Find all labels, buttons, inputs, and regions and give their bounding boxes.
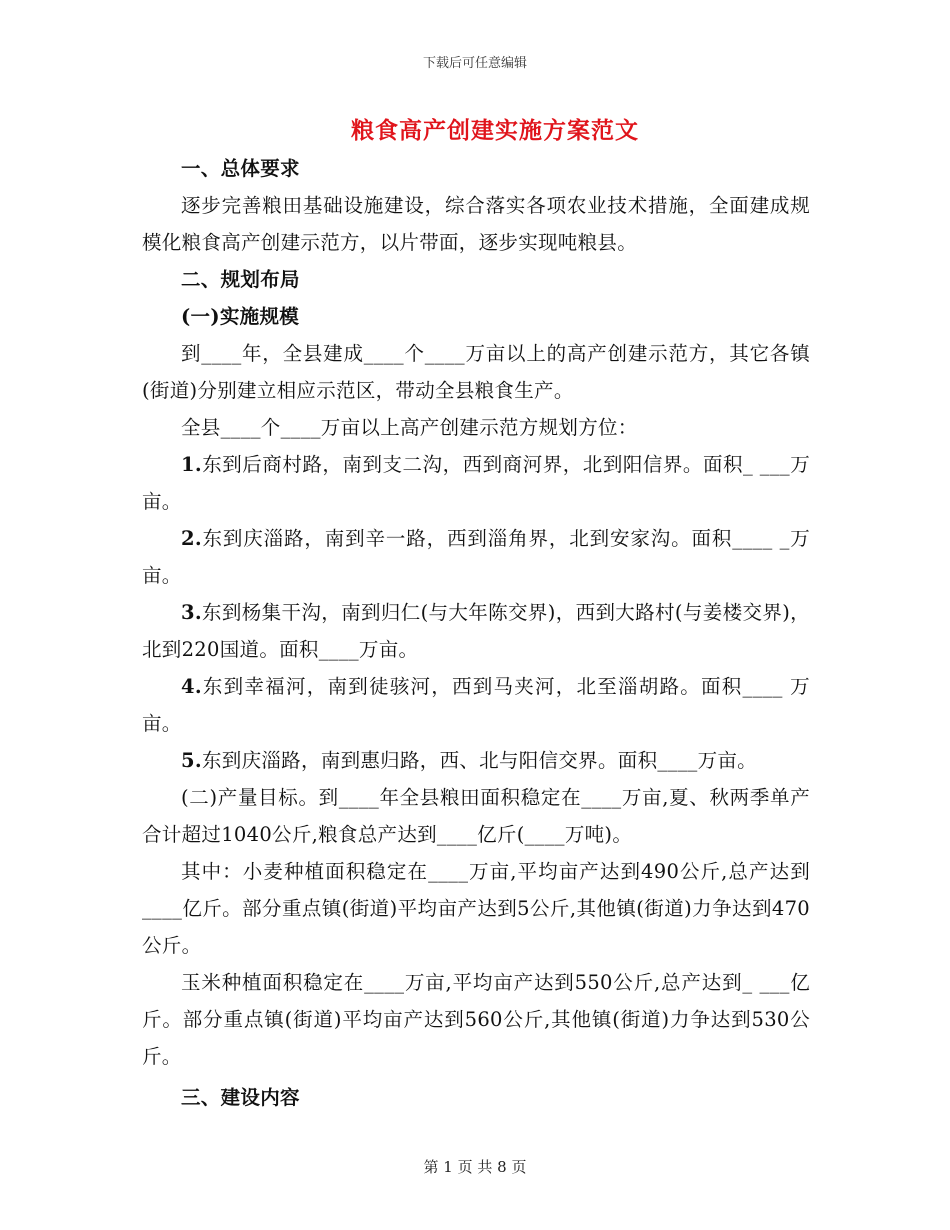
list-item-number: 4.	[181, 675, 202, 698]
list-item	[142, 594, 810, 668]
page-footer: 第 1 页 共 8 页	[423, 1158, 527, 1176]
list-item-number: 1.	[181, 453, 202, 476]
section-heading-construction: 三、建设内容	[181, 1086, 300, 1109]
list-item-text: 东到幸福河，南到徒骇河，西到马夹河，北至淄胡路。面积____ 万亩。	[142, 675, 810, 735]
list-item	[142, 742, 810, 779]
paragraph-wheat: 其中：小麦种植面积稳定在____万亩,平均亩产达到490公斤,总产达到____亿斤。部分重点镇(街道)平均亩产达到5公斤,其他镇(街道)力争达到470公斤。	[142, 860, 810, 957]
list-item-text: 东到庆淄路，南到辛一路，西到淄角界，北到安家沟。面积____ _万亩。	[142, 527, 810, 587]
list-item	[142, 520, 810, 594]
list-item-number: 5.	[181, 749, 202, 772]
list-item-text: 东到庆淄路，南到惠归路，西、北与阳信交界。面积____万亩。	[201, 749, 757, 772]
section-heading-overall: 一、总体要求	[181, 157, 300, 180]
header-note: 下载后可任意编辑	[422, 56, 527, 71]
paragraph-output-target: (二)产量目标。到____年全县粮田面积稳定在____万亩,夏、秋两季单产合计超过1040公斤,粮食总产达到____亿斤(____万吨)。	[142, 786, 810, 846]
paragraph-overall: 逐步完善粮田基础设施建设，综合落实各项农业技术措施，全面建成规模化粮食高产创建示范方，以片带面，逐步实现吨粮县。	[142, 194, 810, 254]
document-body	[142, 150, 810, 1116]
list-item	[142, 668, 810, 742]
list-item-number: 3.	[181, 601, 202, 624]
subheading-scale: (一)实施规模	[181, 305, 300, 328]
list-item-number: 2.	[181, 527, 202, 550]
paragraph-layout-intro: 全县____个____万亩以上高产创建示范方规划方位：	[181, 416, 638, 439]
document-title: 粮食高产创建实施方案范文	[351, 117, 639, 144]
list-item	[142, 446, 810, 520]
section-heading-planning: 二、规划布局	[181, 268, 300, 291]
paragraph-scale: 到____年，全县建成____个____万亩以上的高产创建示范方，其它各镇(街道)分别建立相应示范区，带动全县粮食生产。	[142, 342, 810, 402]
list-item-text: 东到后商村路，南到支二沟，西到商河界，北到阳信界。面积_ ___万亩。	[142, 453, 810, 513]
list-item-text: 东到杨集干沟，南到归仁(与大年陈交界)，西到大路村(与姜楼交界)，北到220国道。面积____万亩。	[142, 601, 810, 661]
paragraph-corn: 玉米种植面积稳定在____万亩,平均亩产达到550公斤,总产达到_ ___亿斤。部分重点镇(街道)平均亩产达到560公斤,其他镇(街道)力争达到530公斤。	[142, 971, 810, 1068]
